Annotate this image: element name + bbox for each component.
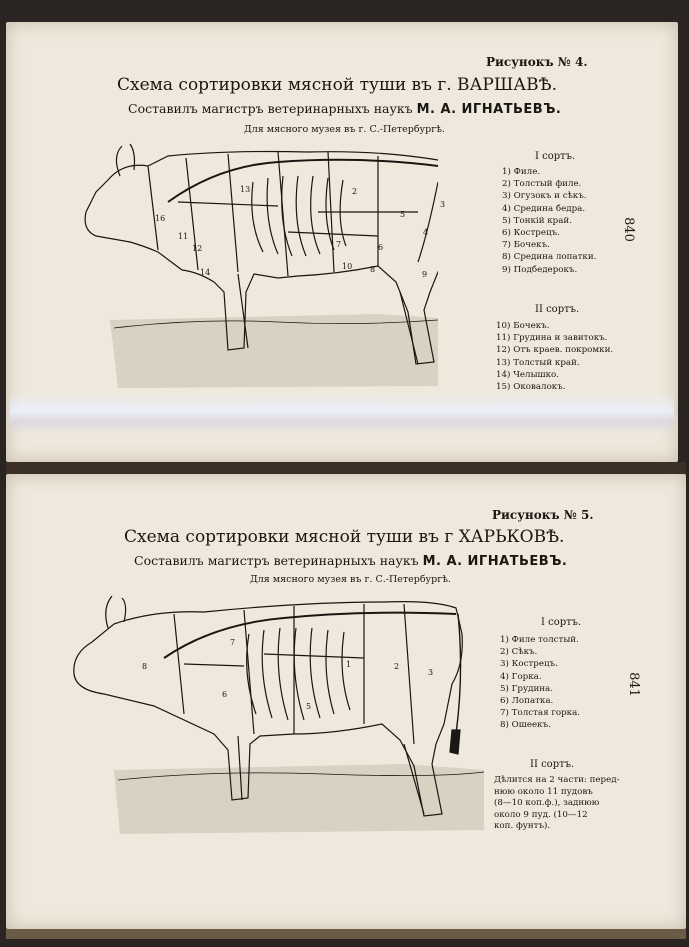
note-line: Дѣлится на 2 части: перед- (494, 775, 620, 785)
upper-diagram-label: 8 (370, 265, 376, 274)
upper-sort2-heading: II сортъ. (535, 304, 580, 315)
upper-diagram-label: 9 (422, 270, 428, 279)
list-item: 4) Средина бедра. (502, 203, 586, 214)
list-item: 8) Ошеекъ. (500, 720, 551, 731)
upper-diagram-label: 4 (423, 228, 429, 237)
list-item: 15) Оковалокъ. (496, 382, 566, 393)
lower-sort1-heading: I сортъ. (541, 617, 582, 628)
list-item: 7) Толстая горка. (500, 708, 581, 719)
list-item: 5) Грудина. (500, 683, 553, 694)
upper-diagram-label: 3 (440, 200, 446, 209)
note-line: коп. фунтъ). (494, 821, 551, 831)
upper-page-number: 840 (620, 217, 636, 242)
upper-figure-label: Рисунокъ № 4. (486, 55, 588, 69)
list-item: 4) Горка. (500, 671, 542, 682)
list-item: 9) Подбедерокъ. (502, 264, 578, 275)
upper-sort1-list (502, 166, 596, 276)
list-item: 7) Бочекъ. (502, 240, 550, 251)
lower-diagram-label: 1 (346, 660, 352, 669)
note-line: около 9 пуд. (10—12 (494, 809, 588, 820)
upper-carcass-diagram (78, 142, 438, 402)
upper-title: Схема сортировки мясной туши въ г. ВАРШАВѢ. (117, 75, 557, 95)
upper-diagram-label: 6 (378, 243, 384, 252)
lower-diagram-label: 8 (142, 662, 148, 671)
upper-author-name: М. А. ИГНАТЬЕВЪ. (416, 102, 562, 117)
list-item: 5) Тонкій край. (502, 215, 572, 226)
upper-author (128, 101, 561, 117)
page-edge (6, 929, 686, 939)
upper-sort1-heading: I сортъ. (535, 151, 576, 162)
upper-diagram-label: 16 (155, 214, 166, 223)
list-item: 11) Грудина и завитокъ. (496, 333, 608, 344)
upper-diagram-label: 11 (178, 232, 189, 241)
lower-diagram-label: 6 (222, 690, 228, 699)
lower-page-number: 841 (625, 672, 641, 697)
note-line: нюю около 11 пудовъ (494, 786, 593, 797)
list-item: 6) Кострецъ. (502, 228, 560, 239)
lower-author-prefix: Составилъ магистръ ветеринарныхъ наукъ (134, 553, 419, 568)
book-spine (6, 462, 686, 474)
upper-diagram-label: 10 (342, 262, 353, 271)
upper-diagram-label: 14 (200, 268, 211, 277)
lower-diagram-label: 2 (394, 662, 400, 671)
lower-sort1-list (500, 634, 580, 732)
lower-title: Схема сортировки мясной туши въ г ХАРЬКОВѢ. (124, 527, 565, 547)
list-item: 2) Сѣкъ. (500, 647, 538, 658)
list-item: 6) Лопатка. (500, 696, 554, 707)
list-item: 14) Челышко. (496, 369, 559, 380)
upper-sort2-list (496, 320, 613, 393)
lower-museum: Для мясного музея въ г. С.-Петербургѣ. (250, 574, 451, 585)
upper-diagram-label: 12 (192, 244, 203, 253)
upper-author-prefix: Составилъ магистръ ветеринарныхъ наукъ (128, 101, 413, 116)
lower-sort2-note (494, 775, 620, 833)
lower-author (134, 553, 567, 569)
paper-glare (10, 392, 674, 434)
list-item: 13) Толстый край. (496, 357, 580, 368)
upper-diagram-label: 2 (352, 187, 358, 196)
lower-diagram-label: 3 (428, 668, 434, 677)
list-item: 3) Кострецъ. (500, 659, 558, 670)
upper-museum: Для мясного музея въ г. С.-Петербургѣ. (244, 124, 445, 135)
list-item: 2) Толстый филе. (502, 179, 582, 190)
upper-diagram-label: 13 (240, 185, 251, 194)
lower-diagram-label: 5 (306, 702, 312, 711)
list-item: 1) Филе. (502, 167, 541, 177)
list-item: 8) Средина лопатки. (502, 252, 597, 263)
list-item: 10) Бочекъ. (496, 321, 550, 331)
lower-diagram-label: 7 (230, 638, 236, 647)
upper-diagram-label: 7 (336, 240, 342, 249)
list-item: 1) Филе толстый. (500, 635, 579, 645)
lower-figure-label: Рисунокъ № 5. (492, 508, 594, 522)
lower-carcass-diagram (64, 594, 484, 834)
lower-sort2-heading: II сортъ. (530, 759, 575, 770)
note-line: (8—10 коп.ф.), заднюю (494, 798, 600, 808)
upper-diagram-label: 5 (400, 210, 406, 219)
lower-author-name: М. А. ИГНАТЬЕВЪ. (422, 554, 568, 569)
list-item: 12) Отъ краев. покромки. (496, 345, 614, 356)
list-item: 3) Огузокъ и сѣкъ. (502, 191, 587, 202)
